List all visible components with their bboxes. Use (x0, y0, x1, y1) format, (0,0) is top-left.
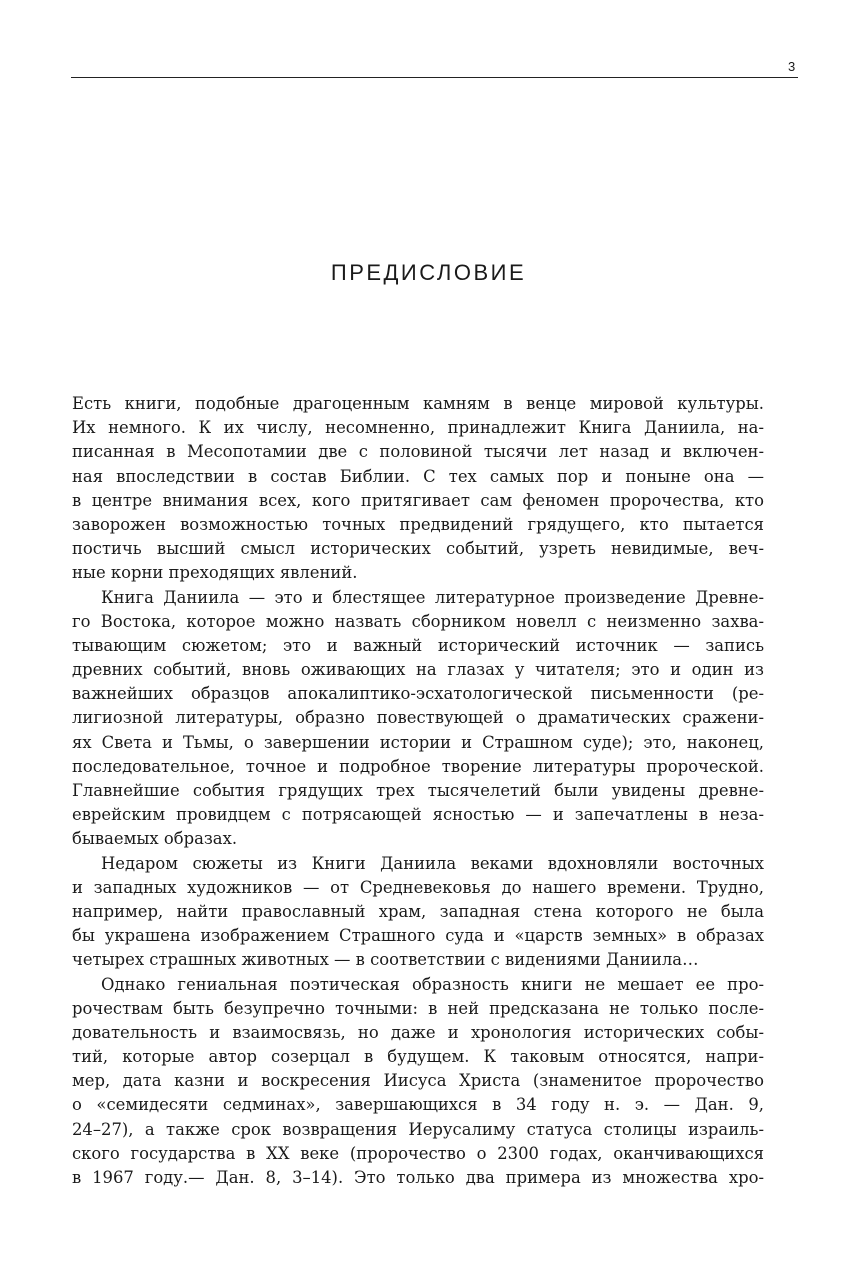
text-line: Их немного. К их числу, несомненно, принадлежит Книга Даниила, на- (72, 418, 764, 438)
text-line: и западных художников — от Средневековья до нашего времени. Трудно, (72, 877, 764, 897)
text-line: го Востока, которое можно назвать сборником новелл с неизменно захва- (72, 611, 764, 631)
text-line: последовательное, точное и подробное творение литературы пророческой. (72, 756, 764, 776)
text-line: Однако гениальная поэтическая образность книги не мешает ее про- (101, 974, 764, 994)
text-line: в центре внимания всех, кого притягивает сам феномен пророчества, кто (72, 490, 764, 510)
page-number: 3 (788, 59, 796, 74)
text-line: писанная в Месопотамии две с половиной тысячи лет назад и включен- (72, 442, 764, 462)
header-rule (71, 77, 798, 78)
text-line: древних событий, вновь оживающих на глазах у читателя; это и один из (72, 660, 764, 680)
text-line: ная впоследствии в состав Библии. С тех самых пор и поныне она — (72, 466, 764, 486)
text-line: Книга Даниила — это и блестящее литературное произведение Древне- (101, 587, 764, 607)
text-line: важнейших образцов апокалиптико-эсхатологической письменности (ре- (72, 684, 764, 704)
text-line: Главнейшие события грядущих трех тысячелетий были увидены древне- (72, 781, 764, 800)
text-line: бы украшена изображением Страшного суда и «царств земных» в образах (72, 926, 764, 946)
text-line: в 1967 году.— Дан. 8, 3–14). Это только два примера из множества хро- (72, 1168, 764, 1187)
paragraph (72, 392, 764, 586)
text-line: 24–27), а также срок возвращения Иерусалиму статуса столицы израиль- (72, 1119, 764, 1139)
text-line: например, найти православный храм, западная стена которого не была (72, 901, 764, 921)
text-line: тий, которые автор созерцал в будущем. К таковым относятся, напри- (72, 1047, 764, 1067)
body-text (72, 392, 764, 1190)
text-line: рочествам быть безупречно точными: в ней предсказана не только после- (72, 998, 764, 1018)
text-line: о «семидесяти седминах», завершающихся в 34 году н. э. — Дан. 9, (72, 1095, 764, 1115)
text-line: Есть книги, подобные драгоценным камням в венце мировой культуры. (72, 394, 764, 413)
paragraph (72, 852, 764, 973)
text-line: довательность и взаимосвязь, но даже и хронология исторических собы- (72, 1022, 764, 1042)
text-line: бываемых образах. (72, 829, 238, 849)
paragraph (72, 586, 764, 852)
text-line: постичь высший смысл исторических событий, узреть невидимые, веч- (72, 539, 764, 559)
chapter-title: ПРЕДИСЛОВИЕ (330, 260, 527, 285)
paragraph (72, 973, 764, 1191)
text-line: еврейским провидцем с потрясающей ясностью — и запечатлены в неза- (72, 805, 764, 825)
text-line: тывающим сюжетом; это и важный исторический источник — запись (72, 635, 764, 655)
text-line: ского государства в XX веке (пророчество о 2300 годах, оканчивающихся (72, 1143, 764, 1163)
text-line: лигиозной литературы, образно повествующей о драматических сражени- (72, 708, 764, 728)
text-line: четырех страшных животных — в соответствии с видениями Даниила… (72, 950, 699, 970)
text-line: ях Света и Тьмы, о завершении истории и Страшном суде); это, наконец, (72, 732, 764, 752)
text-line: Недаром сюжеты из Книги Даниила веками вдохновляли восточных (101, 853, 764, 873)
text-line: заворожен возможностью точных предвидений грядущего, кто пытается (72, 514, 764, 534)
text-line: ные корни преходящих явлений. (72, 563, 358, 583)
text-line: мер, дата казни и воскресения Иисуса Христа (знаменитое пророчество (72, 1071, 764, 1091)
